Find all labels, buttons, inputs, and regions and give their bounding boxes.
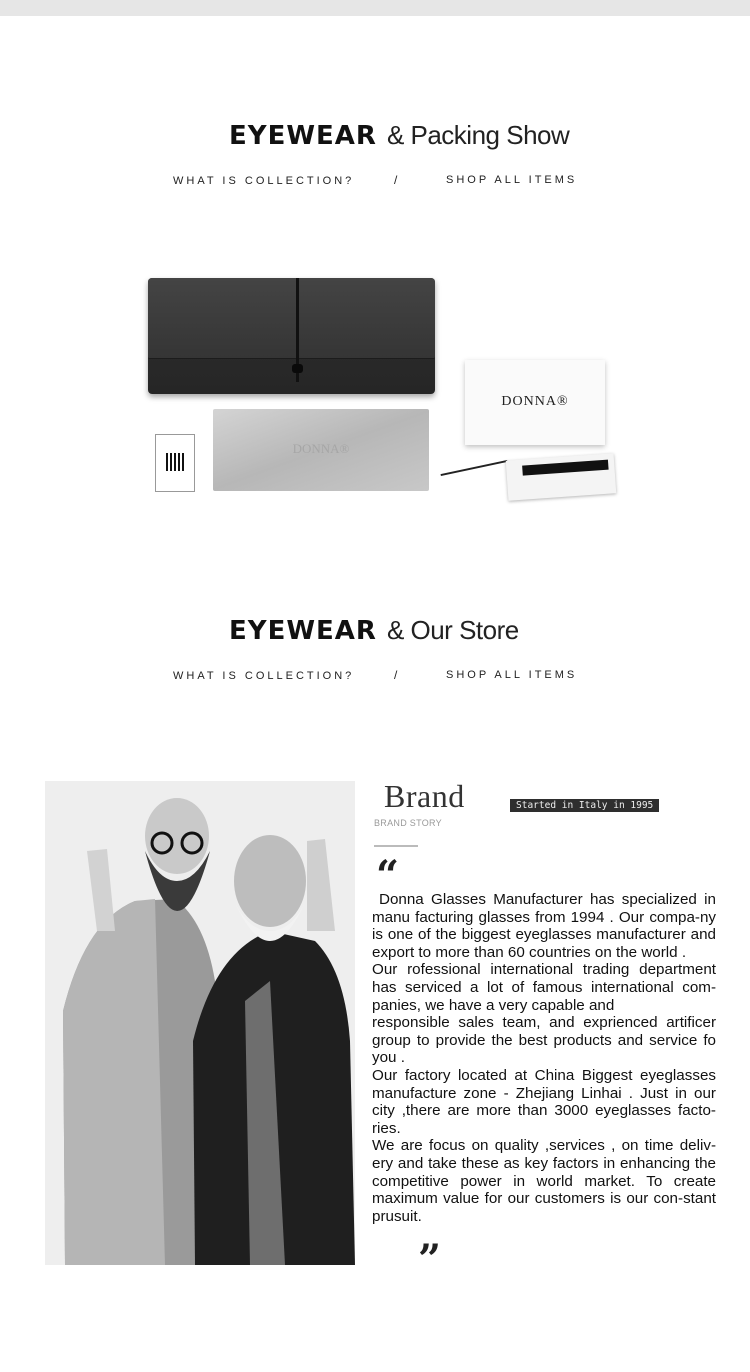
story-paragraph: responsible sales team, and exprienced artificer group to provide the best products and service fo you . (372, 1014, 716, 1067)
brand-story-subtitle: BRAND STORY (374, 818, 442, 828)
what-is-collection-link[interactable]: WHAT IS COLLECTION? (173, 175, 355, 187)
qr-tag (155, 434, 195, 492)
founders-photo-illustration (45, 781, 355, 1265)
story-paragraph: Donna Glasses Manufacturer has specialized in manu facturing glasses from 1994 . Our compa-ny is one of the biggest eyeglasses manufacturer and export to more than 60 countries on the world . (372, 891, 716, 961)
cleaning-cloth (213, 409, 429, 491)
section-title-light: & Our Store (386, 615, 519, 645)
brand-divider (374, 845, 418, 847)
what-is-collection-link[interactable]: WHAT IS COLLECTION? (173, 670, 355, 682)
story-paragraph: We are focus on quality ,services , on time deliv-ery and take these as key factors in enhancing the competitive power in world market. To create maximum value for our customers is our con-stant prusuit. (372, 1137, 716, 1225)
shop-all-items-link[interactable]: SHOP ALL ITEMS (446, 669, 578, 681)
pouch-bead (292, 364, 303, 373)
cleaning-cloth-logo: DONNA® (292, 441, 350, 456)
section-title (229, 120, 569, 151)
brand-title: Brand (384, 778, 465, 814)
brand-story-text (372, 891, 716, 1225)
hang-tag (506, 453, 617, 500)
hang-tag-strip (522, 460, 608, 476)
brand-photo (45, 781, 355, 1265)
nav-separator: / (394, 173, 398, 187)
story-paragraph: Our rofessional international trading department has serviced a lot of famous international com-panies, we have a very capable and (372, 961, 716, 1014)
brand-card-logo: DONNA® (501, 394, 569, 409)
hang-tag-string (441, 460, 508, 476)
shop-all-items-link[interactable]: SHOP ALL ITEMS (446, 174, 578, 186)
story-paragraph: Our factory located at China Biggest eyeglasses manufacture zone - Zhejiang Linhai . Just in our city ,there are more than 3000 eyeglasses facto-ries. (372, 1066, 716, 1137)
brand-card (465, 360, 605, 445)
section-title-bold: EYEWEAR (229, 121, 377, 151)
top-bar (0, 0, 750, 16)
nav-separator: / (394, 668, 398, 682)
section-title-bold: EYEWEAR (229, 616, 377, 646)
open-quote-icon: “ (376, 852, 400, 899)
founded-badge: Started in Italy in 1995 (510, 799, 659, 812)
close-quote-icon: ” (418, 1236, 442, 1283)
glasses-pouch (148, 278, 435, 394)
packing-product-image (135, 262, 625, 507)
qr-code-icon (166, 453, 184, 471)
section-title-light: & Packing Show (386, 120, 570, 150)
section-title (229, 615, 519, 646)
pouch-flap (148, 278, 435, 359)
